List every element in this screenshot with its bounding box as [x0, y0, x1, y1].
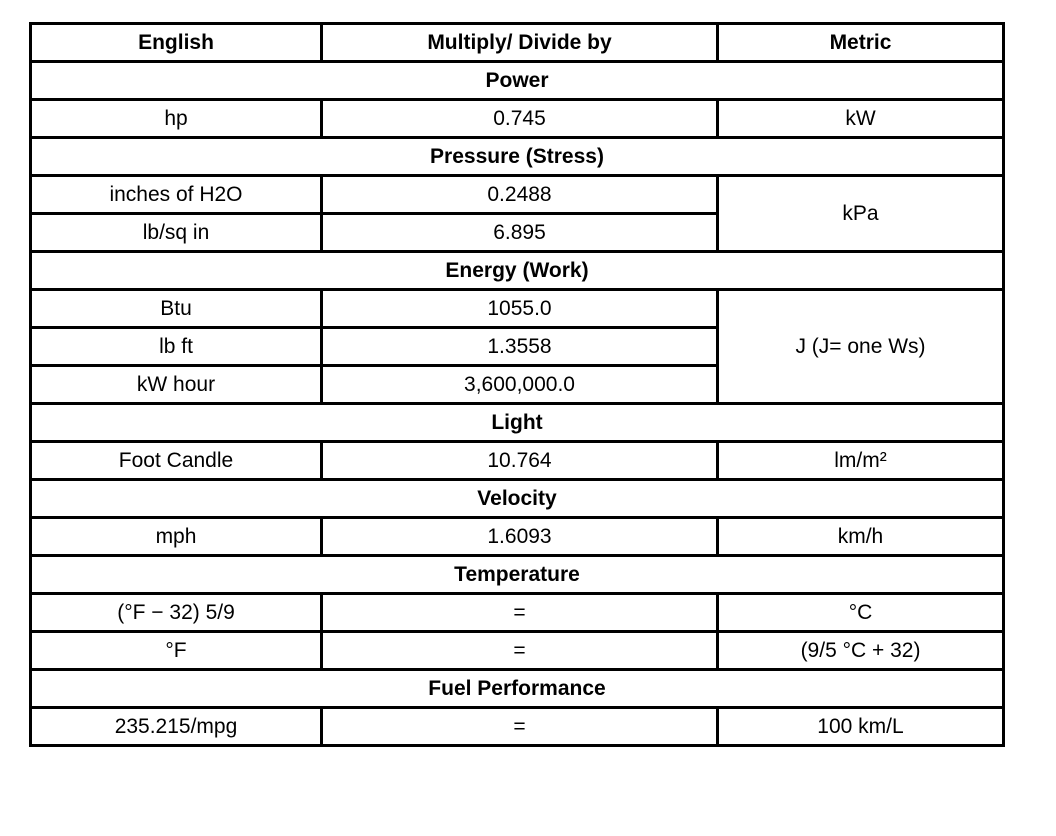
section-row-fuel	[31, 670, 1004, 708]
factor-cell: 1.3558	[322, 328, 718, 366]
factor-cell: =	[322, 632, 718, 670]
english-unit-cell: °F	[31, 632, 322, 670]
header-row	[31, 24, 1004, 62]
section-title-light: Light	[31, 404, 1004, 442]
column-header-metric: Metric	[718, 24, 1004, 62]
factor-cell: 10.764	[322, 442, 718, 480]
english-unit-cell: mph	[31, 518, 322, 556]
english-unit-cell: (°F − 32) 5/9	[31, 594, 322, 632]
english-unit-cell: inches of H2O	[31, 176, 322, 214]
section-row-velocity	[31, 480, 1004, 518]
section-title-temperature: Temperature	[31, 556, 1004, 594]
section-row-temperature	[31, 556, 1004, 594]
english-unit-cell: 235.215/mpg	[31, 708, 322, 746]
section-row-energy	[31, 252, 1004, 290]
table-row	[31, 176, 1004, 214]
table-row	[31, 290, 1004, 328]
metric-unit-cell: kW	[718, 100, 1004, 138]
section-title-power: Power	[31, 62, 1004, 100]
section-row-power	[31, 62, 1004, 100]
english-unit-cell: Btu	[31, 290, 322, 328]
factor-cell: =	[322, 708, 718, 746]
table-row	[31, 632, 1004, 670]
factor-cell: 3,600,000.0	[322, 366, 718, 404]
factor-cell: =	[322, 594, 718, 632]
section-title-fuel: Fuel Performance	[31, 670, 1004, 708]
column-header-english: English	[31, 24, 322, 62]
table-row	[31, 100, 1004, 138]
metric-unit-cell-merged: kPa	[718, 176, 1004, 252]
section-title-velocity: Velocity	[31, 480, 1004, 518]
metric-unit-cell: (9/5 °C + 32)	[718, 632, 1004, 670]
english-unit-cell: lb/sq in	[31, 214, 322, 252]
metric-unit-cell: km/h	[718, 518, 1004, 556]
english-unit-cell: hp	[31, 100, 322, 138]
section-title-pressure: Pressure (Stress)	[31, 138, 1004, 176]
factor-cell: 6.895	[322, 214, 718, 252]
english-unit-cell: lb ft	[31, 328, 322, 366]
table-row	[31, 442, 1004, 480]
factor-cell: 0.745	[322, 100, 718, 138]
english-unit-cell: kW hour	[31, 366, 322, 404]
factor-cell: 1055.0	[322, 290, 718, 328]
metric-unit-cell: 100 km/L	[718, 708, 1004, 746]
table-row	[31, 708, 1004, 746]
factor-cell: 0.2488	[322, 176, 718, 214]
table-row	[31, 594, 1004, 632]
metric-unit-cell-merged: J (J= one Ws)	[718, 290, 1004, 404]
factor-cell: 1.6093	[322, 518, 718, 556]
section-title-energy: Energy (Work)	[31, 252, 1004, 290]
metric-unit-cell: lm/m²	[718, 442, 1004, 480]
section-row-light	[31, 404, 1004, 442]
metric-unit-cell: °C	[718, 594, 1004, 632]
english-unit-cell: Foot Candle	[31, 442, 322, 480]
table-row	[31, 518, 1004, 556]
section-row-pressure	[31, 138, 1004, 176]
column-header-factor: Multiply/ Divide by	[322, 24, 718, 62]
conversion-table	[29, 22, 1005, 747]
